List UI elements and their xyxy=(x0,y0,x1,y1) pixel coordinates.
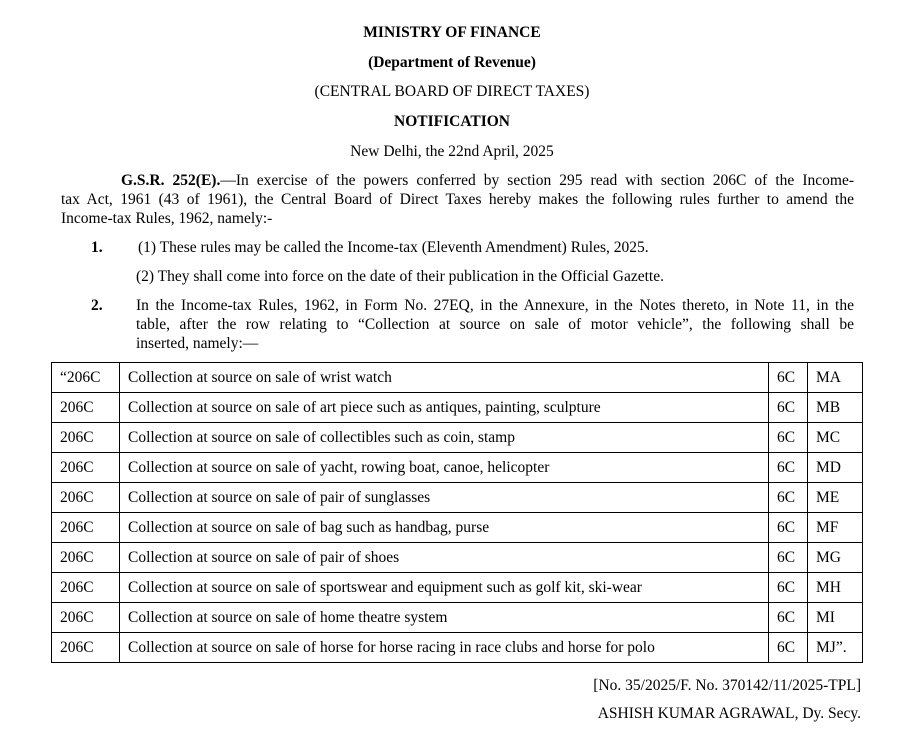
table-row xyxy=(52,633,863,663)
table-row xyxy=(52,453,863,483)
code-cell: ME xyxy=(808,483,863,513)
form-cell: 6C xyxy=(769,483,808,513)
form-cell: 6C xyxy=(769,573,808,603)
rule-1-subrule-1: (1) These rules may be called the Income-tax (Eleventh Amendment) Rules, 2025. xyxy=(138,239,649,256)
description-cell: Collection at source on sale of sportswear and equipment such as golf kit, ski-wear xyxy=(120,573,769,603)
rule-2-line-1: In the Income-tax Rules, 1962, in Form No. 27EQ, in the Annexure, in the Notes thereto, in Note 11, in the xyxy=(136,297,854,314)
code-cell: MB xyxy=(808,393,863,423)
form-cell: 6C xyxy=(769,513,808,543)
form-cell: 6C xyxy=(769,453,808,483)
table-row xyxy=(52,363,863,393)
code-cell: MI xyxy=(808,603,863,633)
section-cell: 206C xyxy=(52,453,120,483)
section-cell: 206C xyxy=(52,543,120,573)
section-cell: 206C xyxy=(52,633,120,663)
description-cell: Collection at source on sale of home theatre system xyxy=(120,603,769,633)
notes-table xyxy=(51,362,863,663)
section-cell: 206C xyxy=(52,483,120,513)
description-cell: Collection at source on sale of yacht, rowing boat, canoe, helicopter xyxy=(120,453,769,483)
code-cell: MD xyxy=(808,453,863,483)
table-row xyxy=(52,573,863,603)
code-cell: MH xyxy=(808,573,863,603)
file-number: [No. 35/2025/F. No. 370142/11/2025-TPL] xyxy=(593,677,861,694)
code-cell: MA xyxy=(808,363,863,393)
table-row xyxy=(52,423,863,453)
description-cell: Collection at source on sale of wrist watch xyxy=(120,363,769,393)
table-row xyxy=(52,513,863,543)
preamble-line-3: Income-tax Rules, 1962, namely:- xyxy=(61,210,273,227)
form-cell: 6C xyxy=(769,603,808,633)
code-cell: MG xyxy=(808,543,863,573)
section-cell: 206C xyxy=(52,393,120,423)
description-cell: Collection at source on sale of pair of shoes xyxy=(120,543,769,573)
department-title: (Department of Revenue) xyxy=(368,54,536,71)
code-cell: MJ”. xyxy=(808,633,863,663)
rule-1-number: 1. xyxy=(91,239,103,256)
gsr-number: G.S.R. 252(E). xyxy=(121,172,221,189)
section-cell: 206C xyxy=(52,513,120,543)
notification-heading: NOTIFICATION xyxy=(394,113,510,130)
description-cell: Collection at source on sale of pair of sunglasses xyxy=(120,483,769,513)
signatory: ASHISH KUMAR AGRAWAL, Dy. Secy. xyxy=(597,705,861,722)
form-cell: 6C xyxy=(769,393,808,423)
table-row xyxy=(52,393,863,423)
description-cell: Collection at source on sale of bag such as handbag, purse xyxy=(120,513,769,543)
table-row xyxy=(52,483,863,513)
board-title: (CENTRAL BOARD OF DIRECT TAXES) xyxy=(314,83,590,100)
section-cell: 206C xyxy=(52,423,120,453)
description-cell: Collection at source on sale of art piece such as antiques, painting, sculpture xyxy=(120,393,769,423)
description-cell: Collection at source on sale of horse for horse racing in race clubs and horse for polo xyxy=(120,633,769,663)
preamble-line-2: tax Act, 1961 (43 of 1961), the Central Board of Direct Taxes hereby makes the following rules further to amend the xyxy=(61,191,854,208)
place-date: New Delhi, the 22nd April, 2025 xyxy=(350,143,554,160)
table-row xyxy=(52,603,863,633)
description-cell: Collection at source on sale of collectibles such as coin, stamp xyxy=(120,423,769,453)
form-cell: 6C xyxy=(769,543,808,573)
section-cell: 206C xyxy=(52,603,120,633)
section-cell: 206C xyxy=(52,573,120,603)
rule-2-line-2: table, after the row relating to “Collection at source on sale of motor vehicle”, the following shall be xyxy=(136,316,854,333)
code-cell: MC xyxy=(808,423,863,453)
form-cell: 6C xyxy=(769,423,808,453)
section-cell: “206C xyxy=(52,363,120,393)
rule-2-number: 2. xyxy=(91,297,103,314)
notes-table-body xyxy=(52,363,863,663)
preamble-text-1: —In exercise of the powers conferred by section 295 read with section 206C of the Income- xyxy=(220,172,854,189)
form-cell: 6C xyxy=(769,363,808,393)
table-row xyxy=(52,543,863,573)
rule-1-subrule-2: (2) They shall come into force on the date of their publication in the Official Gazette. xyxy=(136,268,664,285)
ministry-title: MINISTRY OF FINANCE xyxy=(363,24,541,41)
form-cell: 6C xyxy=(769,633,808,663)
code-cell: MF xyxy=(808,513,863,543)
preamble-line-1 xyxy=(121,172,854,191)
rule-2-line-3: inserted, namely:— xyxy=(136,335,259,352)
